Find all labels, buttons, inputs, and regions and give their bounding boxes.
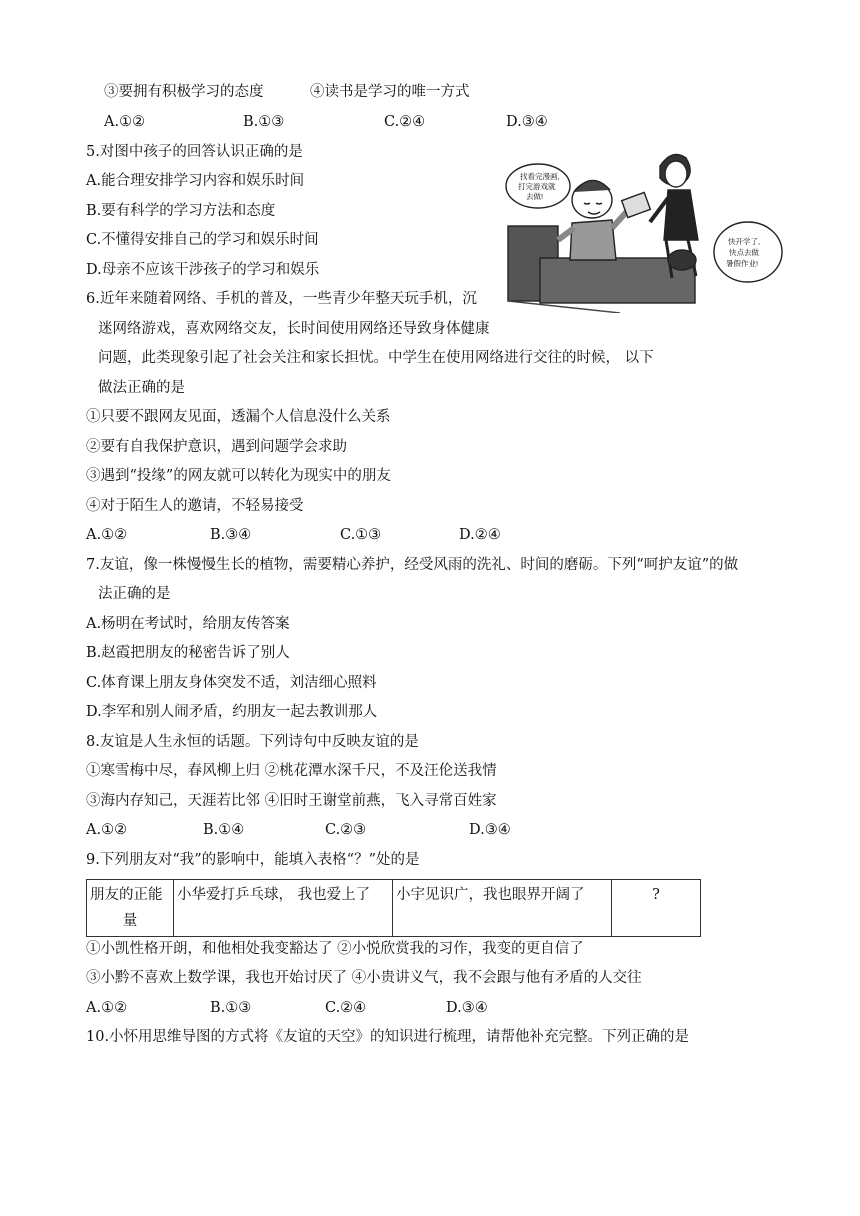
q8-items-line-2: ③海内存知己，天涯若比邻 ④旧时王谢堂前燕，飞入寻常百姓家	[86, 793, 497, 809]
q4-option-b: B.①③	[243, 114, 285, 130]
q6-item-1: ①只要不跟网友见面，透漏个人信息没什么关系	[86, 409, 391, 425]
q9-table	[86, 879, 701, 937]
q7-stem-line-2: 法正确的是	[98, 586, 171, 602]
q6-option-a: A.①②	[86, 527, 128, 543]
mother-bubble-line-2: 快点去做	[729, 248, 759, 257]
q6-stem-line-3: 问题，此类现象引起了社会关注和家长担忧。中学生在使用网络进行交往的时候， 以下	[98, 350, 654, 366]
q9-option-d: D.③④	[446, 1000, 488, 1016]
q9-items-line-2: ③小黔不喜欢上数学课，我也开始讨厌了 ④小贵讲义气，我不会跟与他有矛盾的人交往	[86, 970, 642, 986]
q4-option-c: C.②④	[384, 114, 426, 130]
q4-item-4: ④读书是学习的唯一方式	[310, 84, 470, 100]
cartoon-illustration	[500, 148, 792, 313]
q9-table-header	[87, 880, 174, 937]
q5-stem: 5.对图中孩子的回答认识正确的是	[86, 144, 303, 160]
q4-option-d: D.③④	[506, 114, 548, 130]
boy-bubble-line-2: 打完游戏就	[518, 182, 556, 191]
q9-table-header-line-1: 朋友的正能	[90, 887, 163, 903]
q5-option-c: C.不懂得安排自己的学习和娱乐时间	[86, 232, 319, 248]
q8-option-d: D.③④	[469, 822, 511, 838]
q8-stem: 8.友谊是人生永恒的话题。下列诗句中反映友谊的是	[86, 734, 419, 750]
q9-table-header-line-2: 量	[122, 913, 138, 929]
q6-option-d: D.②④	[459, 527, 501, 543]
q9-items-line-1: ①小凯性格开朗，和他相处我变豁达了 ②小悦欣赏我的习作，我变的更自信了	[86, 941, 584, 957]
q6-stem-line-2: 迷网络游戏，喜欢网络交友，长时间使用网络还导致身体健康	[98, 321, 490, 337]
q7-option-d: D.李军和别人闹矛盾，约朋友一起去教训那人	[86, 704, 378, 720]
q9-table-cell-1: 小华爱打乒乓球， 我也爱上了	[174, 880, 393, 937]
q10-stem: 10.小怀用思维导图的方式将《友谊的天空》的知识进行梳理，请帮他补充完整。下列正确的是	[86, 1029, 690, 1045]
q9-table-cell-2: 小宇见识广，我也眼界开阔了	[393, 880, 612, 937]
boy-bubble-line-3: 去做!	[526, 192, 544, 201]
q8-option-a: A.①②	[86, 822, 128, 838]
q4-item-3: ③要拥有积极学习的态度	[104, 84, 264, 100]
q6-option-c: C.①③	[340, 527, 382, 543]
q4-option-a: A.①②	[104, 114, 146, 130]
q6-stem-line-1: 6.近年来随着网络、手机的普及，一些青少年整天玩手机，沉	[86, 291, 477, 307]
q5-option-a: A.能合理安排学习内容和娱乐时间	[86, 173, 305, 189]
q8-items-line-1: ①寒雪梅中尽，春风柳上归 ②桃花潭水深千尺，不及汪伦送我情	[86, 763, 497, 779]
q6-item-4: ④对于陌生人的邀请，不轻易接受	[86, 498, 304, 514]
q9-table-cell-blank: ?	[612, 880, 701, 937]
q6-item-2: ②要有自我保护意识，遇到问题学会求助	[86, 439, 347, 455]
q9-option-b: B.①③	[210, 1000, 252, 1016]
boy-bubble-line-1: 找看完漫画,	[520, 172, 560, 181]
q5-option-b: B.要有科学的学习方法和态度	[86, 203, 276, 219]
q7-option-b: B.赵霞把朋友的秘密告诉了别人	[86, 645, 290, 661]
q6-item-3: ③遇到“投缘”的网友就可以转化为现实中的朋友	[86, 468, 391, 484]
mother-bubble-line-3: 暑假作业!	[726, 259, 759, 268]
q8-option-b: B.①④	[203, 822, 245, 838]
q5-option-d: D.母亲不应该干涉孩子的学习和娱乐	[86, 262, 320, 278]
q6-stem-line-4: 做法正确的是	[98, 380, 185, 396]
q9-option-c: C.②④	[325, 1000, 367, 1016]
q9-option-a: A.①②	[86, 1000, 128, 1016]
q6-option-b: B.③④	[210, 527, 252, 543]
q9-stem: 9.下列朋友对“我”的影响中，能填入表格“？”处的是	[86, 852, 420, 868]
q7-stem-line-1: 7.友谊，像一株慢慢生长的植物，需要精心养护，经受风雨的洗礼、时间的磨砺。下列“呵护友谊”的做	[86, 557, 739, 573]
q8-option-c: C.②③	[325, 822, 367, 838]
mother-bubble-line-1: 快开学了,	[728, 237, 761, 246]
q7-option-a: A.杨明在考试时，给朋友传答案	[86, 616, 290, 632]
q7-option-c: C.体育课上朋友身体突发不适，刘洁细心照料	[86, 675, 377, 691]
